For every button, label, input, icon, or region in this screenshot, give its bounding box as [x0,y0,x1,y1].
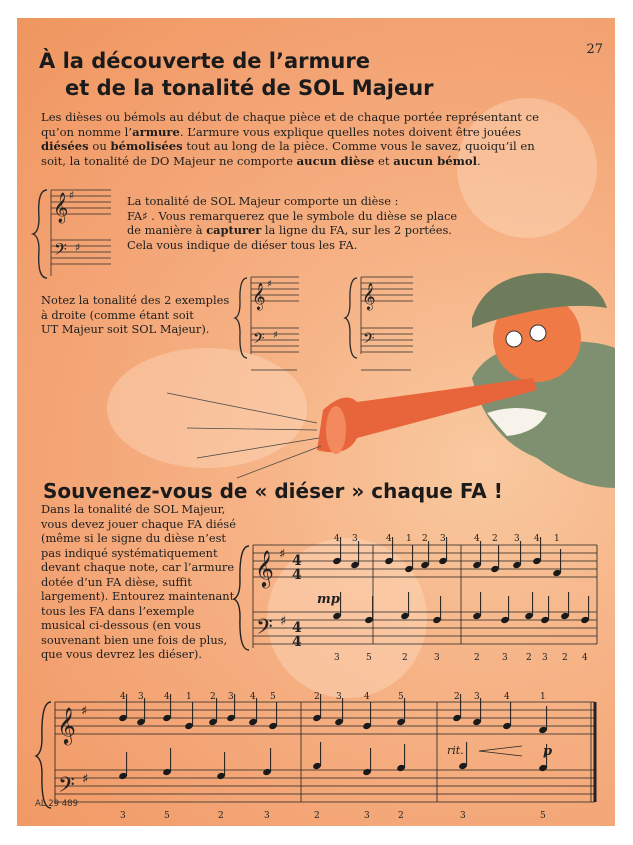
section-title: Souvenez-vous de « diéser » chaque FA ! [43,479,503,503]
fingering-number: 3 [228,692,234,702]
remember-line: Dans la tonalité de SOL Majeur, [41,502,226,516]
remember-line: dotée d’un FA dièse, suffit [41,574,192,589]
fingering-number: 2 [422,534,428,544]
fingering-number: 3 [434,653,440,663]
bass-clef-icon: 𝄢 [253,330,265,351]
music-example-1-grand-staff [234,545,597,650]
dynamic-marking: mp [317,592,340,607]
key-signature-text: la ligne du FA, sur les 2 portées. [261,223,452,237]
intro-text: . [477,153,481,168]
remember-line: devant chaque note, car l’armure [41,560,235,574]
title-line-1: À la découverte de l’armure [39,49,370,73]
fingering-number: 4 [504,692,510,702]
fingering-number: 3 [460,811,466,821]
example-staff-g-major [235,277,299,370]
remember-paragraph [41,502,241,662]
fingering-number: 2 [474,653,480,663]
intro-bold-bemolisees: bémolisées [110,139,183,153]
intro-bold-aucun-diese: aucun dièse [296,153,375,168]
key-signature-line: La tonalité de SOL Majeur comporte un dièse : [127,194,399,208]
key-signature-line: Cela vous indique de diéser tous les FA. [127,237,358,252]
key-signature-line: FA♯ . Vous remarquerez que le symbole du dièse se place [127,208,458,223]
treble-clef-icon: 𝄞 [362,284,376,310]
fingering-number: 4 [164,692,170,702]
remember-line: musical ci-dessous (en vous [41,618,201,632]
fingering-number: 4 [582,653,588,663]
remember-line: souvenant bien une fois de plus, [41,632,228,647]
remember-line: vous devez jouer chaque FA diésé [41,516,236,531]
intro-text: tout au long de la pièce. Comme vous le savez, quoiqu’il en soit, la tonalité de DO Majeur ne comporte [41,139,535,168]
fingering-number: 3 [364,811,370,821]
fingering-number: 5 [366,653,372,663]
sharp-icon: ♯ [280,614,287,629]
remember-line: tous les FA dans l’exemple [41,603,195,618]
fingering-number: 3 [138,692,144,702]
title-line-2: et de la tonalité de SOL Majeur [65,76,434,100]
remember-line: (même si le signe du dièse n’est [41,531,226,545]
sharp-icon: ♯ [75,241,81,254]
bass-clef-icon: 𝄢 [54,239,67,263]
bass-clef-icon: 𝄢 [363,330,375,351]
key-signature-grand-staff [33,190,111,278]
fingering-number: 2 [218,811,224,821]
note-tonality-line: UT Majeur soit SOL Majeur). [41,322,210,336]
fingering-number: 3 [120,811,126,821]
sharp-icon: ♯ [273,330,278,341]
example-staff-c-major [345,277,413,370]
note-tonality-line: Notez la tonalité des 2 exemples [41,293,230,307]
treble-clef-icon: 𝄞 [255,549,274,587]
fingering-number: 1 [554,534,560,544]
fingering-number: 3 [264,811,270,821]
bass-clef-icon: 𝄢 [58,773,75,803]
tempo-marking: rit. [447,744,464,757]
fingering-number: 4 [474,534,480,544]
treble-clef-icon: 𝄞 [53,193,69,223]
time-signature-bottom: 4 [292,567,302,583]
fingering-number: 4 [386,534,392,544]
key-signature-bold-capturer: capturer [206,223,262,237]
fingering-number: 5 [164,811,170,821]
fingering-number: 4 [334,534,340,544]
sharp-icon: ♯ [81,704,88,719]
fingering-number: 4 [250,692,256,702]
time-signature-bottom: 4 [292,634,302,650]
fingering-number: 4 [364,692,370,702]
fingering-number: 3 [542,653,548,663]
fingering-number: 4 [534,534,540,544]
remember-line: largement). Entourez maintenant [41,589,235,603]
dynamic-marking: p [543,744,553,759]
fingering-number: 3 [334,653,340,663]
fingering-number: 3 [502,653,508,663]
fingering-number: 2 [402,653,408,663]
fingering-number: 2 [492,534,498,544]
page-number: 27 [586,42,603,57]
key-signature-text: de manière à [127,223,207,237]
remember-line: que vous devrez les diéser). [41,647,202,661]
fingering-number: 4 [120,692,126,702]
fingering-number: 3 [514,534,520,544]
intro-bold-aucun-bemol: aucun bémol [393,153,478,168]
fingering-number: 2 [314,811,320,821]
fingering-number: 2 [454,692,460,702]
fingering-number: 3 [474,692,480,702]
treble-clef-icon: 𝄞 [252,284,266,310]
intro-text: et [374,153,394,168]
treble-clef-icon: 𝄞 [57,706,76,744]
fingering-number: 2 [562,653,568,663]
fingering-number: 2 [314,692,320,702]
fingering-number: 5 [540,811,546,821]
music-notation-layer [17,18,615,826]
fingering-number: 2 [526,653,532,663]
sharp-icon: ♯ [267,279,272,290]
fingering-number: 1 [540,692,546,702]
catalog-number: AL 29 489 [35,799,78,809]
intro-text: Les dièses ou bémols au début de chaque pièce et de chaque portée représentant ce qu’on nomme l’ [41,110,539,139]
sharp-icon: ♯ [69,189,75,202]
bass-clef-icon: 𝄢 [256,615,273,645]
fingering-number: 2 [210,692,216,702]
fingering-number: 1 [406,534,412,544]
intro-text: . L’armure vous explique quelles notes doivent être jouées [179,124,522,139]
fingering-number: 2 [398,811,404,821]
fingering-number: 5 [270,692,276,702]
time-signature-top: 4 [292,620,302,636]
note-tonality-text [41,293,229,337]
sharp-icon: ♯ [279,547,286,562]
remember-line: pas indiqué systématiquement [41,545,218,560]
decrescendo-hairpin [479,746,522,756]
time-signature-top: 4 [292,553,302,569]
fingering-number: 3 [352,534,358,544]
intro-bold-armure: armure [132,124,180,139]
music-example-2-notes [118,694,548,780]
intro-bold-diesees: diésées [41,139,89,153]
fingering-number: 3 [336,692,342,702]
key-signature-line [127,223,457,238]
fingering-number: 5 [398,692,404,702]
sharp-icon: ♯ [82,772,89,787]
fingering-number: 3 [440,534,446,544]
intro-text: ou [88,139,111,153]
fingering-number: 1 [186,692,192,702]
music-book-page [17,18,615,826]
key-signature-explanation [127,194,457,252]
trumpet-player-illustration [167,273,615,488]
note-tonality-line: à droite (comme étant soit [41,307,194,322]
